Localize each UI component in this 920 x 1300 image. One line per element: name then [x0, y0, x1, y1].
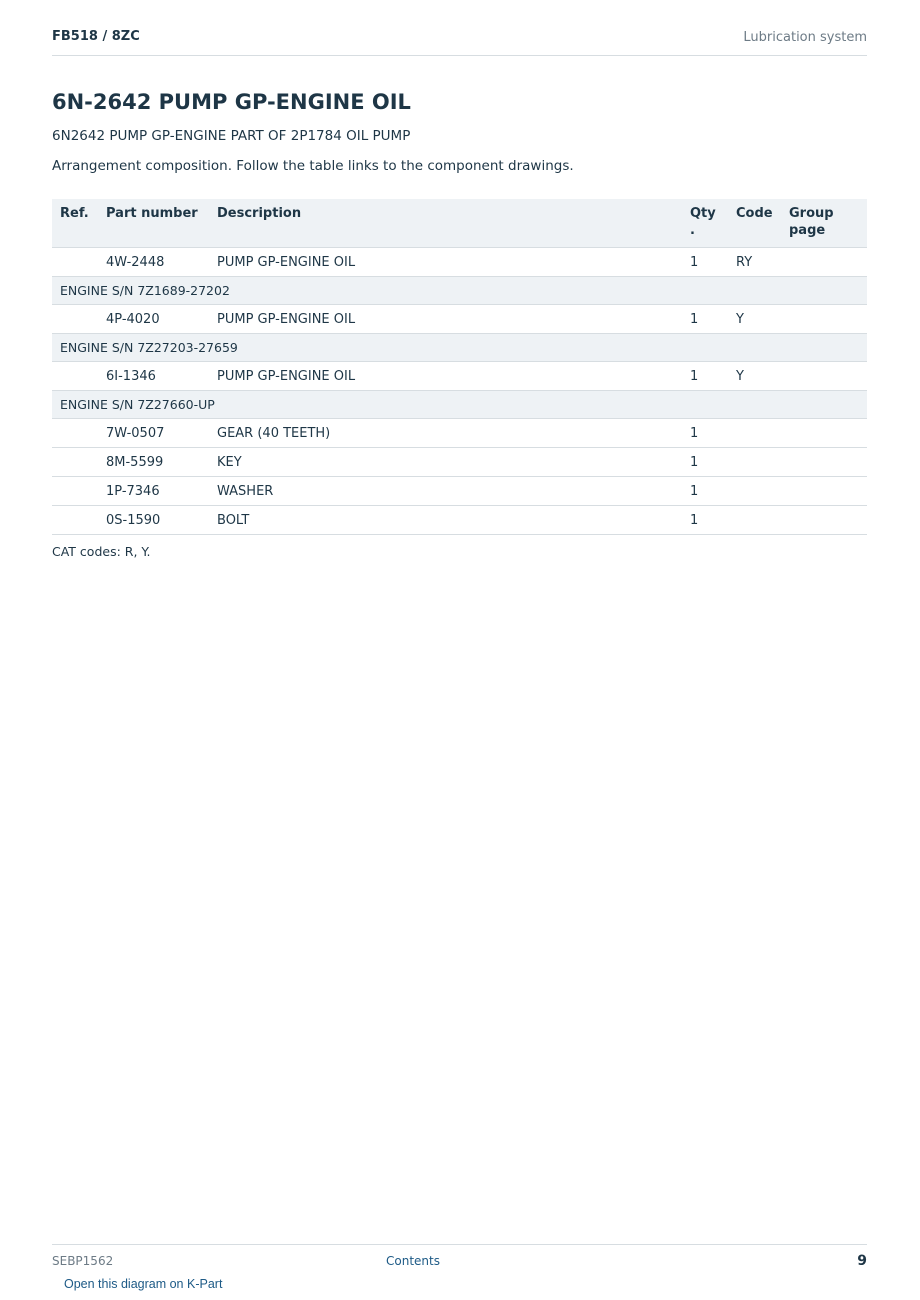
page-number: 9 [857, 1253, 867, 1269]
cell-part-number[interactable]: 8M-5599 [98, 448, 209, 477]
table-row [52, 362, 867, 391]
page-footer [52, 1244, 867, 1274]
cell-group-page [781, 448, 867, 477]
table-row [52, 419, 867, 448]
subtitle: 6N2642 PUMP GP-ENGINE PART OF 2P1784 OIL PUMP [52, 128, 411, 144]
cell-part-number[interactable]: 6I-1346 [98, 362, 209, 391]
cell-part-number[interactable]: 7W-0507 [98, 419, 209, 448]
cell-qty: 1 [682, 248, 728, 277]
parts-table-body [52, 248, 867, 535]
parts-table [52, 199, 867, 535]
cell-part-number[interactable]: 1P-7346 [98, 477, 209, 506]
cell-code [728, 448, 781, 477]
cell-code [728, 419, 781, 448]
table-row [52, 248, 867, 277]
table-row [52, 477, 867, 506]
cell-qty: 1 [682, 448, 728, 477]
cell-ref [52, 506, 98, 535]
cell-code: Y [728, 362, 781, 391]
cell-ref [52, 248, 98, 277]
cell-code: RY [728, 248, 781, 277]
cell-group-page [781, 248, 867, 277]
cell-ref [52, 419, 98, 448]
cell-description: KEY [209, 448, 682, 477]
serial-range-label: ENGINE S/N 7Z27203-27659 [52, 334, 867, 362]
cell-ref [52, 477, 98, 506]
cell-group-page [781, 477, 867, 506]
cell-code [728, 477, 781, 506]
header-code: Code [728, 199, 781, 248]
cell-code [728, 506, 781, 535]
cell-part-number[interactable]: 0S-1590 [98, 506, 209, 535]
kpart-link[interactable]: Open this diagram on K-Part [64, 1277, 223, 1291]
section-name: Lubrication system [743, 30, 867, 45]
cell-description: GEAR (40 TEETH) [209, 419, 682, 448]
cell-ref [52, 362, 98, 391]
cell-ref [52, 305, 98, 334]
cat-codes: CAT codes: R, Y. [52, 544, 151, 559]
serial-range-label: ENGINE S/N 7Z1689-27202 [52, 277, 867, 305]
page-header [52, 28, 867, 56]
cell-group-page [781, 419, 867, 448]
cell-group-page [781, 506, 867, 535]
serial-range-label: ENGINE S/N 7Z27660-UP [52, 391, 867, 419]
cell-code: Y [728, 305, 781, 334]
cell-description: BOLT [209, 506, 682, 535]
page-title: 6N-2642 PUMP GP-ENGINE OIL [52, 90, 411, 114]
cell-group-page [781, 362, 867, 391]
cell-part-number[interactable]: 4W-2448 [98, 248, 209, 277]
cell-description: PUMP GP-ENGINE OIL [209, 305, 682, 334]
header-part-number: Part number [98, 199, 209, 248]
table-row [52, 506, 867, 535]
table-row [52, 448, 867, 477]
serial-group-row [52, 277, 867, 305]
serial-group-row [52, 334, 867, 362]
header-group-page: Group page [781, 199, 867, 248]
footer-doc-code: SEBP1562 [52, 1254, 114, 1268]
contents-link[interactable]: Contents [386, 1254, 440, 1268]
cell-description: WASHER [209, 477, 682, 506]
table-row [52, 305, 867, 334]
header-qty: Qty . [682, 199, 728, 248]
cell-qty: 1 [682, 419, 728, 448]
intro-text: Arrangement composition. Follow the table links to the component drawings. [52, 158, 574, 174]
cell-qty: 1 [682, 477, 728, 506]
header-ref: Ref. [52, 199, 98, 248]
cell-ref [52, 448, 98, 477]
cell-qty: 1 [682, 305, 728, 334]
cell-group-page [781, 305, 867, 334]
header-description: Description [209, 199, 682, 248]
doc-id: FB518 / 8ZC [52, 29, 140, 44]
cell-description: PUMP GP-ENGINE OIL [209, 248, 682, 277]
cell-part-number[interactable]: 4P-4020 [98, 305, 209, 334]
cell-qty: 1 [682, 506, 728, 535]
cell-description: PUMP GP-ENGINE OIL [209, 362, 682, 391]
serial-group-row [52, 391, 867, 419]
cell-qty: 1 [682, 362, 728, 391]
table-header-row [52, 199, 867, 248]
